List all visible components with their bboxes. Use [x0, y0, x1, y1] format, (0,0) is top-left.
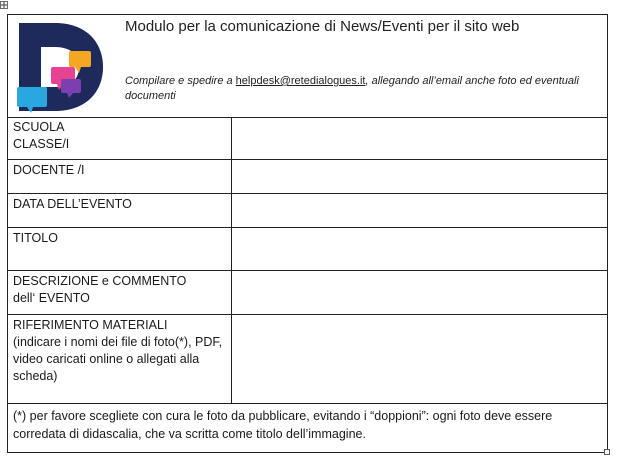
row-value-docente[interactable]: [231, 160, 607, 193]
table-move-handle-icon[interactable]: [0, 1, 8, 9]
instructions-suffix: , allegando all’email anche foto ed eventuali documenti: [125, 75, 579, 102]
table-row-riferimento-materiali: [8, 315, 607, 404]
form-title: Modulo per la comunicazione di News/Eventi per il sito web: [125, 18, 520, 35]
row-value-data-evento[interactable]: [231, 194, 607, 227]
form-header: [8, 15, 607, 118]
form-instructions: [125, 74, 600, 104]
table-row-data-evento: [8, 194, 607, 228]
table-resize-handle-icon[interactable]: [604, 449, 610, 455]
row-label-docente: DOCENTE /I: [13, 163, 85, 177]
row-value-descrizione[interactable]: [231, 271, 607, 314]
form-footnote: [8, 404, 607, 452]
helpdesk-email-link[interactable]: helpdesk@retedialogues.it: [235, 75, 366, 87]
table-row-docente: [8, 160, 607, 194]
row-value-scuola-classe[interactable]: [231, 117, 607, 159]
row-value-titolo[interactable]: [231, 228, 607, 270]
row-label-riferimento-materiali: RIFERIMENTO MATERIALI (indicare i nomi dei file di foto(*), PDF, video caricati online o allegati alla scheda): [13, 318, 223, 383]
row-label-descrizione: DESCRIZIONE e COMMENTO dell‘ EVENTO: [13, 274, 187, 305]
footnote-text: (*) per favore scegliete con cura le foto da pubblicare, evitando i “doppioni”: ogni foto deve essere corredata di didascalia, che va scritta come titolo dell’immagine.: [13, 409, 553, 441]
row-label-scuola-classe: SCUOLA CLASSE/I: [13, 120, 70, 151]
table-row-descrizione: [8, 271, 607, 315]
news-event-form-table: [7, 14, 608, 453]
dialogues-logo-icon: [15, 21, 107, 113]
row-label-titolo: TITOLO: [13, 231, 58, 245]
table-row-scuola-classe: [8, 117, 607, 160]
row-label-data-evento: DATA DELL’EVENTO: [13, 197, 132, 211]
table-row-titolo: [8, 228, 607, 271]
instructions-prefix: Compilare e spedire a: [125, 75, 236, 87]
row-value-riferimento-materiali[interactable]: [231, 315, 607, 403]
